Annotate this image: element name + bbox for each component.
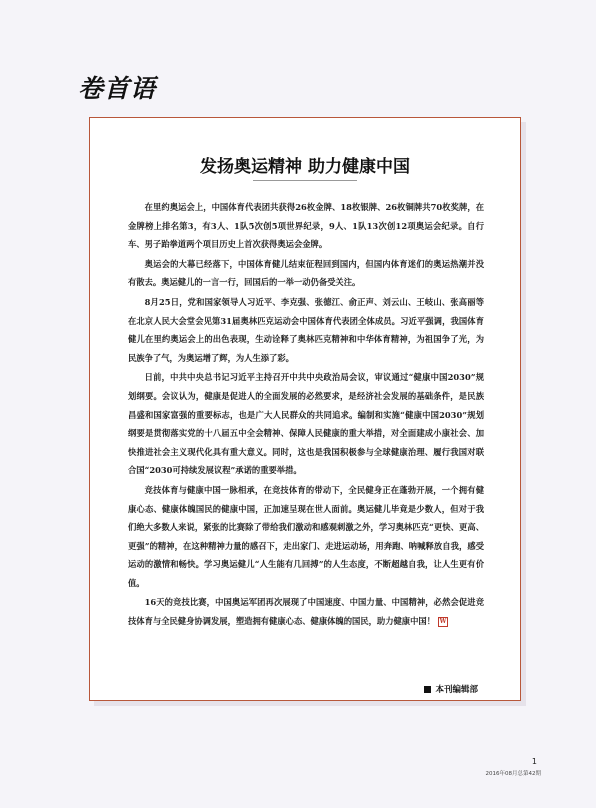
signature-text: 本刊编辑部 xyxy=(435,685,478,695)
paragraph-6 xyxy=(128,593,484,630)
paragraph-6-text: 16天的竞技比赛，中国奥运军团再次展现了中国速度、中国力量、中国精神，必然会促进竞技体育与全民健身协调发展，塑造拥有健康心态、健康体魄的国民，助力健康中国！ xyxy=(128,597,484,627)
signature xyxy=(424,683,478,695)
title-divider xyxy=(253,180,357,181)
paragraph-3: 8月25日，党和国家领导人习近平、李克强、张德江、俞正声、刘云山、王岐山、张高丽等在北京人民大会堂会见第31届奥林匹克运动会中国体育代表团全体成员。习近平强调，我国体育健儿在里约奥运会上的出色表现，生动诠释了奥林匹克精神和中华体育精神，为祖国争了光，为民族争了气，为奥运增了辉，为人生添了彩。 xyxy=(128,296,484,363)
paragraph-2: 奥运会的大幕已经落下，中国体育健儿结束征程回到国内，但国内体育迷们的奥运热潮并没有散去。奥运健儿的一言一行，回国后的一举一动仍备受关注。 xyxy=(128,258,484,288)
paragraph-5: 竞技体育与健康中国一脉相承，在竞技体育的带动下，全民健身正在蓬勃开展，一个拥有健康心态、健康体魄国民的健康中国，正加速呈现在世人面前。奥运健儿毕竟是少数人，但对于我们绝大多数人来说，紧张的比赛除了带给我们激动和感观刺激之外，学习奥林匹克“更快、更高、更强”的精神，在这种精神力量的感召下，走出家门、走进运动场，用奔跑、呐喊释放自我，感受运动的激情和畅快。学习奥运健儿“人生能有几回搏”的人生态度，不断超越自我，让人生更有价值。 xyxy=(128,484,484,588)
square-bullet-icon xyxy=(424,686,431,693)
paragraph-4: 日前，中共中央总书记习近平主持召开中共中央政治局会议，审议通过“健康中国2030”规划纲要。会议认为，健康是促进人的全面发展的必然要求，是经济社会发展的基础条件，是民族昌盛和国家富强的重要标志，也是广大人民群众的共同追求。编制和实施“健康中国2030”规划纲要是贯彻落实党的十八届五中全会精神、保障人民健康的重大举措，对全面建成小康社会、加快推进社会主义现代化具有重大意义。同时，这也是我国积极参与全球健康治理、履行我国对联合国“2030可持续发展议程”承诺的重要举措。 xyxy=(128,372,484,476)
page-number: 1 xyxy=(531,757,537,766)
issue-info: 2016年08月总第42期 xyxy=(485,771,541,777)
end-mark-icon: W xyxy=(439,617,447,625)
paragraph-1: 在里约奥运会上，中国体育代表团共获得26枚金牌、18枚银牌、26枚铜牌共70枚奖牌，在金牌榜上排名第3，有3人、1队5次创5项世界纪录，9人、1队13次创12项奥运会纪录。自行车、男子跆拳道两个项目历史上首次获得奥运会金牌。 xyxy=(128,202,484,250)
article-frame xyxy=(89,117,521,701)
article-title: 发扬奥运精神 助力健康中国 xyxy=(200,157,410,177)
article-body xyxy=(128,198,484,632)
section-title: 卷首语 xyxy=(78,74,157,103)
